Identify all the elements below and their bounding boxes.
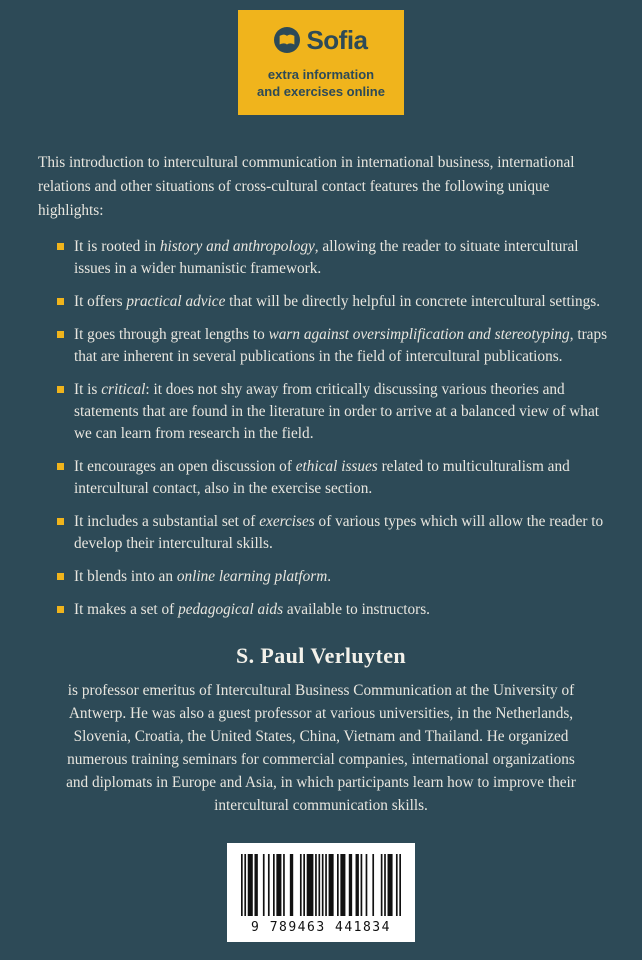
highlight-item: [57, 324, 608, 368]
highlight-text: It includes a substantial set of exercises of various types which will allow the reader to develop their intercultural skills.: [74, 513, 604, 552]
highlight-text: It offers practical advice that will be directly helpful in concrete intercultural settings.: [74, 293, 601, 310]
highlight-item: [57, 291, 608, 313]
highlight-text: It blends into an online learning platform.: [74, 568, 332, 585]
badge-tagline-line1: extra information: [267, 67, 375, 82]
badge-tagline: [248, 66, 394, 100]
author-bio: is professor emeritus of Intercultural Business Communication at the University of Antwerp. He was also a guest professor at various universities, in the Netherlands, Slovenia, Croatia, the United States, China, Vietnam and Thailand. He organized numerous training seminars for commercial companies, international organizations and diplomats in Europe and Asia, in which participants learn how to improve their intercultural communication skills.: [66, 682, 576, 814]
bullet-square-icon: [57, 386, 64, 393]
sofia-logo: [248, 27, 394, 53]
publisher-badge: [238, 10, 404, 115]
bullet-square-icon: [57, 298, 64, 305]
bullet-square-icon: [57, 518, 64, 525]
bullet-square-icon: [57, 331, 64, 338]
highlights-list: [0, 236, 608, 621]
highlight-text: It is rooted in history and anthropology, allowing the reader to situate intercultural issues in a wider humanistic framework.: [74, 238, 579, 277]
highlight-item: [57, 599, 608, 621]
author-name: S. Paul Verluyten: [236, 643, 406, 668]
barcode: [227, 843, 415, 942]
highlight-item: [57, 236, 608, 280]
sofia-logo-text: Sofia: [306, 25, 368, 55]
intro-paragraph: This introduction to intercultural communication in international business, international relations and other situations of cross-cultural contact features the following unique highlights:: [38, 154, 575, 219]
highlight-item: [57, 456, 608, 500]
bullet-square-icon: [57, 606, 64, 613]
open-book-icon: [274, 27, 300, 53]
highlight-text: It is critical: it does not shy away from critically discussing various theories and statements that are found in the literature in order to arrive at a balanced view of what we can learn from research in the field.: [74, 381, 599, 442]
badge-tagline-line2: and exercises online: [257, 84, 385, 99]
bullet-square-icon: [57, 573, 64, 580]
barcode-bars-icon: [241, 854, 401, 916]
highlight-text: It encourages an open discussion of ethical issues related to multiculturalism and intercultural contact, also in the exercise section.: [74, 458, 570, 497]
highlight-text: It goes through great lengths to warn against oversimplification and stereotyping, traps that are inherent in several publications in the field of intercultural publications.: [74, 326, 608, 365]
isbn-number: 9 789463 441834: [251, 920, 391, 935]
bullet-square-icon: [57, 463, 64, 470]
highlight-item: [57, 511, 608, 555]
highlight-item: [57, 566, 608, 588]
bullet-square-icon: [57, 243, 64, 250]
highlight-text: It makes a set of pedagogical aids available to instructors.: [74, 601, 431, 618]
highlight-item: [57, 379, 608, 445]
